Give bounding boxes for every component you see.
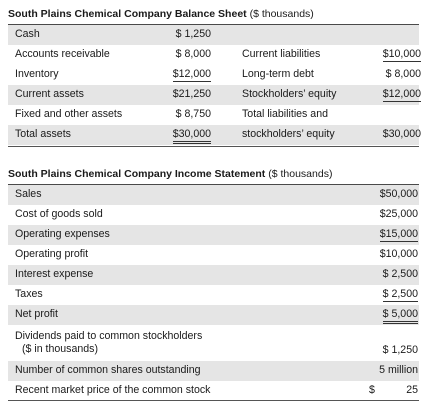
bs-right-value: $30,000 (382, 128, 421, 140)
is-value: 5 million (379, 364, 418, 376)
bs-left-label: Current assets (15, 88, 84, 100)
is-label: Cost of goods sold (15, 208, 103, 220)
bs-row-shade (8, 25, 419, 45)
bs-right-value: $ 8,000 (385, 68, 421, 80)
is-value: $10,000 (379, 248, 418, 260)
is-label: Sales (15, 188, 42, 200)
bs-left-label: Accounts receivable (15, 48, 110, 60)
bs-left-value: $21,250 (172, 88, 211, 100)
is-value: $ 2,500 (382, 288, 418, 300)
is-label: Dividends paid to common stockholders (15, 330, 203, 342)
is-row-shade (8, 185, 419, 205)
bs-left-label: Total assets (15, 128, 71, 140)
income-statement-title-units: ($ thousands) (268, 168, 333, 180)
bs-right-label: Total liabilities and (242, 108, 328, 120)
income-statement-title-main: South Plains Chemical Company Income Statement (8, 168, 266, 180)
is-value: 25 (406, 384, 418, 396)
is-label: Interest expense (15, 268, 94, 280)
bs-left-value: $30,000 (173, 128, 211, 144)
bs-left-value: $ 8,000 (175, 48, 211, 60)
bs-right-value: $10,000 (382, 48, 421, 60)
bs-left-label: Inventory (15, 68, 59, 80)
is-row-shade (8, 305, 419, 325)
bs-left-value: $ 8,750 (175, 108, 211, 120)
is-label: Taxes (15, 288, 43, 300)
is-value-currency: $ (369, 384, 375, 396)
is-value: $25,000 (379, 208, 418, 220)
income-statement-title (8, 168, 332, 180)
balance-sheet-title-units: ($ thousands) (249, 8, 314, 20)
bs-left-label: Fixed and other assets (15, 108, 123, 120)
is-label: Recent market price of the common stock (15, 384, 211, 396)
is-label: Net profit (15, 308, 58, 320)
bs-left-value: $ 1,250 (175, 28, 211, 40)
is-label: Number of common shares outstanding (15, 364, 201, 376)
bs-left-value: $12,000 (172, 68, 211, 80)
is-label-sub: ($ in thousands) (22, 343, 98, 355)
is-value: $ 5,000 (383, 308, 418, 324)
bs-right-label: Stockholders’ equity (242, 88, 337, 100)
is-label: Operating expenses (15, 228, 110, 240)
is-value: $15,000 (379, 228, 418, 240)
is-value: $50,000 (379, 188, 418, 200)
income-statement-bottom-rule (8, 400, 419, 401)
balance-sheet-bottom-rule (8, 146, 419, 147)
bs-right-label: stockholders’ equity (242, 128, 335, 140)
is-value: $ 1,250 (382, 344, 418, 356)
bs-right-label: Long-term debt (242, 68, 314, 80)
is-label: Operating profit (15, 248, 89, 260)
is-value: $ 2,500 (382, 268, 418, 280)
balance-sheet-title-main: South Plains Chemical Company Balance Sheet (8, 8, 247, 20)
balance-sheet-title (8, 8, 314, 20)
bs-left-label: Cash (15, 28, 40, 40)
bs-right-value: $12,000 (382, 88, 421, 100)
bs-right-label: Current liabilities (242, 48, 321, 60)
